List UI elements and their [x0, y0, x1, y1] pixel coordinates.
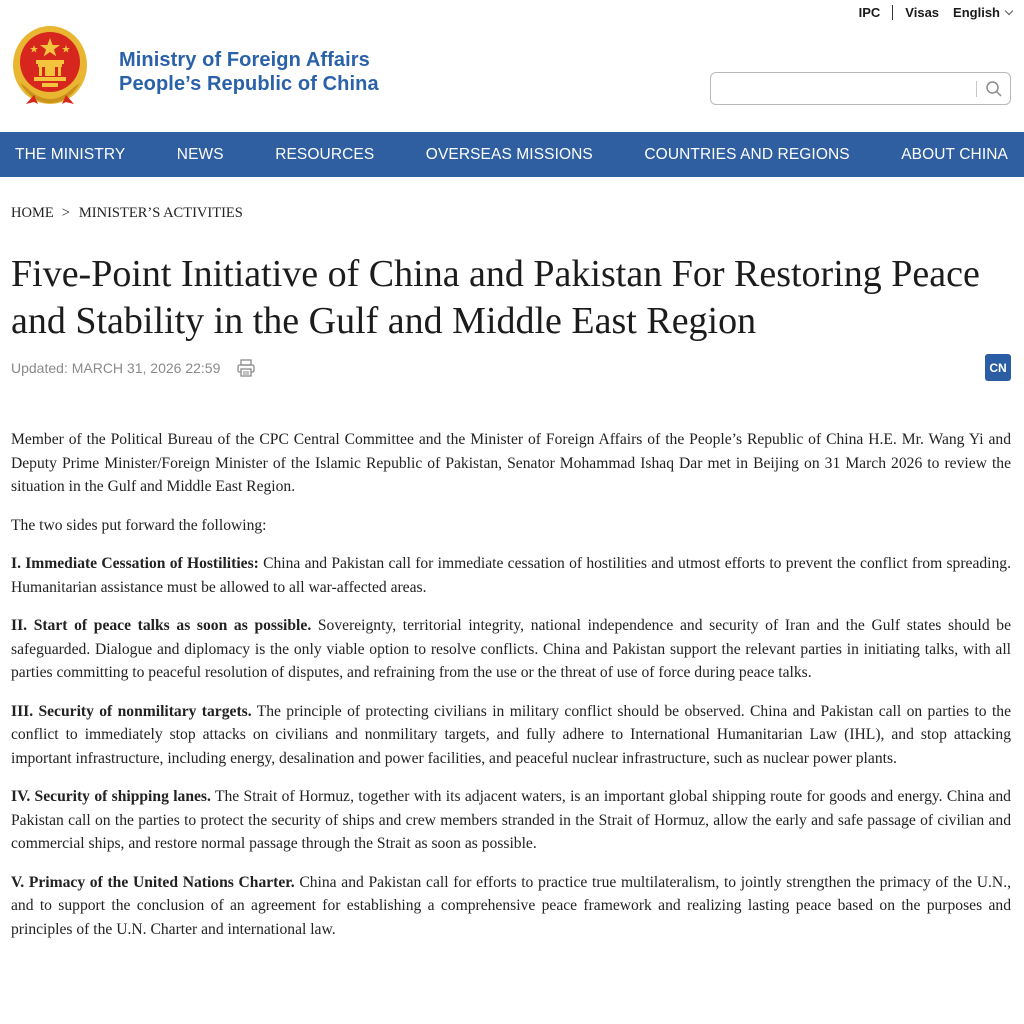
site-title-line2: People’s Republic of China	[119, 73, 379, 95]
article-meta	[11, 358, 256, 378]
utility-links	[859, 5, 1012, 20]
visas-link[interactable]: Visas	[905, 5, 940, 20]
point-1-heading: I. Immediate Cessation of Hostilities:	[11, 555, 259, 572]
breadcrumb-home[interactable]: HOME	[11, 205, 54, 221]
ipc-link[interactable]: IPC	[858, 5, 881, 20]
point-2-text: Sovereignty, territorial integrity, national independence and security of Iran and the Gulf states should be safeguarded. Dialogue and diplomacy is the only viable option to resolve conflicts. China and Pakistan support the relevant parties in initiating talks, with all parties committing to peaceful resolution of disputes, and refraining from the use or the threat of use of force during peace talks.	[11, 617, 1011, 681]
site-title[interactable]	[119, 48, 379, 96]
breadcrumb	[11, 205, 243, 222]
print-icon[interactable]	[236, 358, 256, 378]
point-1-text: China and Pakistan call for immediate cessation of hostilities and utmost efforts to prevent the conflict from spreading. Humanitarian assistance must be allowed to all war-affected areas.	[11, 555, 1011, 596]
nav-item-the-ministry[interactable]: THE MINISTRY	[15, 145, 126, 163]
nav-item-overseas-missions[interactable]: OVERSEAS MISSIONS	[425, 145, 593, 163]
nav-item-news[interactable]: NEWS	[176, 145, 224, 163]
nav-item-about-china[interactable]: ABOUT CHINA	[901, 145, 1008, 163]
divider	[892, 5, 893, 20]
point-2-heading: II. Start of peace talks as soon as possible.	[11, 617, 312, 634]
breadcrumb-current[interactable]: MINISTER’S ACTIVITIES	[78, 205, 243, 221]
search-input[interactable]	[719, 77, 974, 101]
point-4-heading: IV. Security of shipping lanes.	[11, 788, 211, 805]
updated-timestamp: Updated: MARCH 31, 2026 22:59	[11, 360, 221, 376]
article-body	[11, 428, 1011, 956]
search-box	[710, 72, 1011, 105]
chevron-down-icon	[1005, 6, 1013, 14]
point-2	[11, 614, 1011, 685]
point-3-heading: III. Security of nonmilitary targets.	[11, 702, 252, 720]
point-4-text: The Strait of Hormuz, together with its adjacent waters, is an important global shipping route for goods and energy. China and Pakistan call on the parties to protect the security of ships and crew members stranded in the Strait of Hormuz, allow the early and safe passage of civilian and commercial ships, and restore normal passage through the Strait as soon as possible.	[11, 788, 1011, 852]
page-title: Five-Point Initiative of China and Pakistan For Restoring Peace and Stability in the Gulf and Middle East Region	[11, 253, 980, 342]
search-divider	[976, 81, 977, 97]
search-icon[interactable]	[985, 80, 1003, 98]
point-5	[11, 871, 1011, 942]
cn-language-button[interactable]: CN	[985, 354, 1011, 381]
article-intro: Member of the Political Bureau of the CPC Central Committee and the Minister of Foreign Affairs of the People’s Republic of China H.E. Mr. Wang Yi and Deputy Prime Minister/Foreign Minister of the Islamic Republic of Pakistan, Senator Mohammad Ishaq Dar met in Beijing on 31 March 2026 to review the situation in the Gulf and Middle East Region.	[11, 431, 1011, 495]
nav-item-countries-and-regions[interactable]: COUNTRIES AND REGIONS	[644, 145, 850, 163]
language-label: English	[953, 5, 1000, 20]
point-3	[11, 700, 1011, 771]
nav-item-resources[interactable]: RESOURCES	[275, 145, 375, 163]
site-title-line1: Ministry of Foreign Affairs	[119, 49, 370, 71]
national-emblem-icon[interactable]	[12, 23, 88, 105]
breadcrumb-separator: >	[61, 205, 70, 221]
point-5-text: China and Pakistan call for efforts to practice true multilateralism, to jointly strengthen the primacy of the U.N., and to support the conclusion of an agreement for establishing a comprehensive peace framework and realizing lasting peace based on the purposes and principles of the U.N. Charter and international law.	[11, 873, 1011, 938]
point-3-text: The principle of protecting civilians in military conflict should be observed. China and Pakistan call on parties to the conflict to immediately stop attacks on civilians and nonmilitary targets, and fully adhere to International Humanitarian Law (IHL), and stop attacking important infrastructure, including energy, desalination and power facilities, and peaceful nuclear infrastructure, such as nuclear power plants.	[11, 702, 1011, 767]
article-lead: The two sides put forward the following:	[11, 516, 267, 534]
language-selector[interactable]	[953, 5, 1012, 20]
point-1	[11, 552, 1011, 599]
point-5-heading: V. Primacy of the United Nations Charter.	[11, 873, 295, 891]
point-4	[11, 785, 1011, 856]
main-nav	[0, 132, 1024, 177]
